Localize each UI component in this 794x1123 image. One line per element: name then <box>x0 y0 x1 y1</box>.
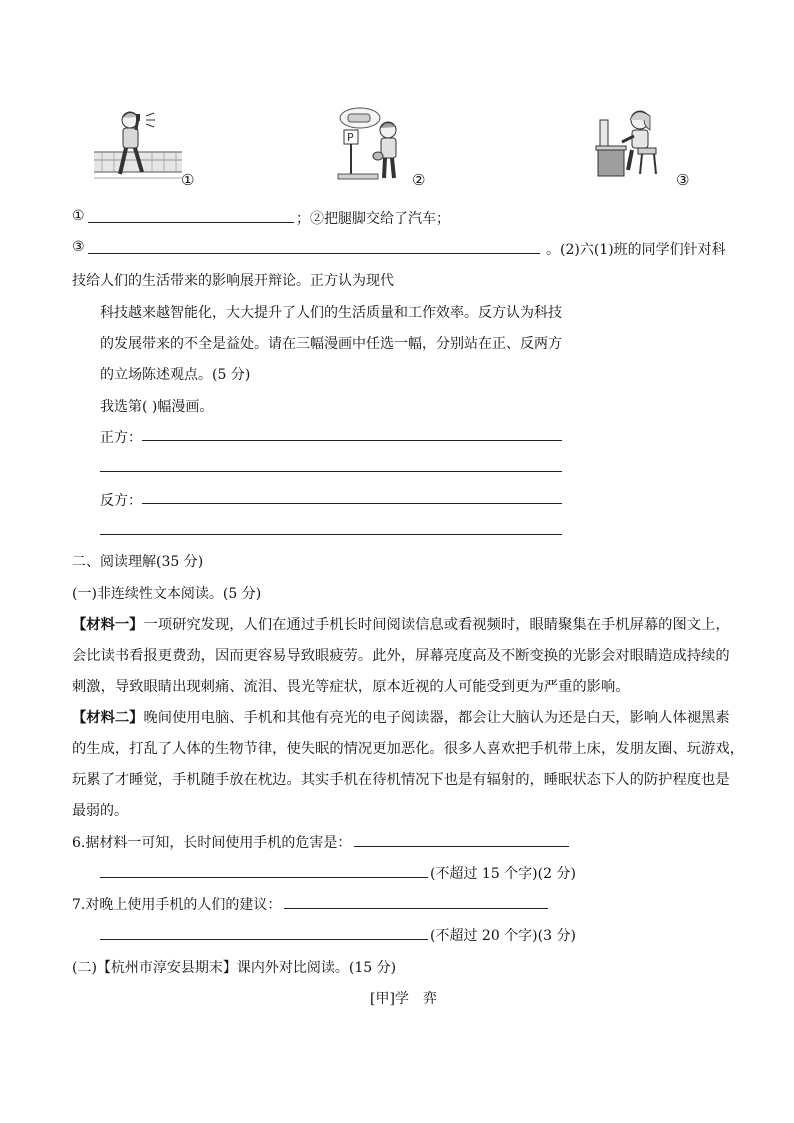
q7-answer-line-2[interactable] <box>100 939 428 940</box>
material1-line3: 刺激，导致眼睛出现刺痛、流泪、畏光等症状，原本近视的人可能受到更为严重的影响。 <box>72 679 630 695</box>
con-answer-line-2[interactable] <box>100 534 562 535</box>
material2-line2: 的生成，打乱了人体的生物节律，使失眠的情况更加恶化。很多人喜欢把手机带上床，发朋友圈、玩游戏， <box>72 741 744 757</box>
q6-answer-line-2[interactable] <box>100 877 428 878</box>
material1-line1 <box>72 614 730 634</box>
q2-intro-tail: 。(2)六(1)班的同学们针对科 <box>546 242 726 258</box>
pro-answer-line-1[interactable] <box>142 440 562 441</box>
con-label: 反方： <box>100 493 142 509</box>
part2-heading: (二)【杭州市淳安县期末】课内外对比阅读。(15 分) <box>72 960 397 976</box>
q6-note: (不超过 15 个字)(2 分) <box>430 866 576 882</box>
comic-2-label: ② <box>412 171 426 189</box>
comic-3-image <box>592 104 670 182</box>
q7-answer-line-1[interactable] <box>284 908 548 909</box>
pro-label: 正方： <box>100 430 142 446</box>
material2-line3: 玩累了才睡觉，手机随手放在枕边。其实手机在待机情况下也是有辐射的，睡眠状态下人的防护程度也是 <box>72 772 730 788</box>
item1-prefix: ① <box>72 208 85 224</box>
material2-label: 【材料二】 <box>72 710 144 726</box>
q2-para-line2: 的发展带来的不全是益处。请在三幅漫画中任选一幅，分别站在正、反两方 <box>100 336 562 352</box>
material1-line2: 会比读书看报更费劲，因而更容易导致眼疲劳。此外，屏幕亮度高及不断变换的光影会对眼睛造成持续的 <box>72 648 730 664</box>
choose-comic-text: 我选第( )幅漫画。 <box>100 399 214 415</box>
con-answer-line-1[interactable] <box>142 503 562 504</box>
material2-line4: 最弱的。 <box>72 803 128 819</box>
section2-heading: 二、阅读理解(35 分) <box>72 554 204 570</box>
q7-note: (不超过 20 个字)(3 分) <box>430 928 576 944</box>
pro-answer-line-2[interactable] <box>100 471 562 472</box>
q2-para-line1: 科技越来越智能化，大大提升了人们的生活质量和工作效率。反方认为科技 <box>100 305 562 321</box>
comic-1-label: ① <box>181 171 195 189</box>
material1-text-1: 一项研究发现，人们在通过手机长时间阅读信息或看视频时，眼睛聚集在手机屏幕的图文上， <box>143 617 730 633</box>
item3-prefix: ③ <box>72 239 85 255</box>
material1-label: 【材料一】 <box>72 617 144 633</box>
q2-intro-line2: 技给人们的生活带来的影响展开辩论。正方认为现代 <box>72 273 394 289</box>
material2-text-1: 晚间使用电脑、手机和其他有亮光的电子阅读器，都会让大脑认为还是白天，影响人体褪黑素 <box>143 710 730 726</box>
comic-1-image <box>92 108 184 184</box>
passage-title: [甲]学 弈 <box>370 991 437 1007</box>
q6-answer-line-1[interactable] <box>354 846 569 847</box>
comic-2-image <box>336 106 416 184</box>
item2-text: ；②把腿脚交给了汽车； <box>296 211 450 227</box>
item1-answer-line[interactable] <box>88 222 294 223</box>
q2-para-line3: 的立场陈述观点。(5 分) <box>100 367 251 383</box>
item3-answer-line[interactable] <box>88 253 540 254</box>
q6-text: 6.据材料一可知，长时间使用手机的危害是： <box>72 835 352 851</box>
q7-text: 7.对晚上使用手机的人们的建议： <box>72 897 282 913</box>
material2-line1 <box>72 707 730 727</box>
comic-3-label: ③ <box>676 171 690 189</box>
svg-text:P: P <box>347 131 354 144</box>
part1-heading: (一)非连续性文本阅读。(5 分) <box>72 586 262 602</box>
